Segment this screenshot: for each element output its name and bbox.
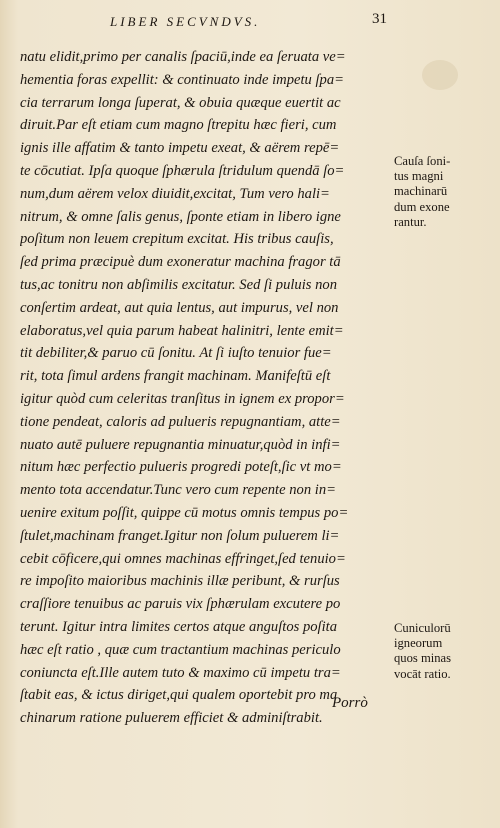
marginal-note-line: tus magni bbox=[394, 169, 444, 184]
text-line: ignis ille affatim & tanto impetu exeat, & aërem repē= bbox=[20, 140, 340, 157]
text-line: te cōcutiat. Ipſa quoque ſphærula ſtridulum quendā ſo= bbox=[20, 162, 345, 179]
catchword: Porrò bbox=[332, 695, 368, 711]
text-line: tione pendeat, caloris ad pulueris repugnantiam, atte= bbox=[20, 413, 341, 430]
text-line: elaboratus,vel quia parum habeat halinitri, lente emit= bbox=[20, 322, 344, 339]
marginal-note-line: quos minas bbox=[394, 651, 452, 666]
marginal-note-line: machinarū bbox=[394, 184, 448, 199]
text-line: nitrum, & omne ſalis genus, ſponte etiam in libero igne bbox=[20, 208, 341, 225]
text-line: mento tota accendatur.Tunc vero cum repente non in= bbox=[20, 482, 336, 499]
text-line: ſtabit eas, & ictus diriget,qui qualem oportebit pro ma bbox=[20, 687, 338, 704]
text-line: re impoſito maioribus machinis illæ peribunt, & rurſus bbox=[20, 573, 340, 590]
marginal-note-cause-of-noise bbox=[394, 154, 494, 230]
marginal-note-mines bbox=[394, 621, 494, 682]
text-line: terunt. Igitur intra limites certos atque anguſtos poſita bbox=[20, 618, 338, 635]
text-line: ſed prima præcipuè dum exoneratur machina fragor tā bbox=[20, 254, 341, 271]
marginal-note-line: dum exone bbox=[394, 199, 450, 214]
marginal-note-line: vocāt ratio. bbox=[394, 666, 451, 681]
text-line: cebit cōficere,qui omnes machinas effringet,ſed tenuio= bbox=[20, 550, 346, 567]
running-header bbox=[0, 6, 500, 34]
text-line: num,dum aërem velox diuidit,excitat, Tum vero hali= bbox=[20, 185, 330, 202]
text-line: nuato autē puluere repugnantia minuatur,quòd in infi= bbox=[20, 436, 341, 453]
marginal-note-line: Cauſa ſoni- bbox=[394, 154, 451, 168]
text-line: rit, tota ſimul ardens frangit machinam. Manifeſtū eſt bbox=[20, 368, 331, 385]
text-line: poſitum non leuem crepitum excitat. His tribus cauſis, bbox=[20, 231, 334, 248]
text-line: craſſiore tenuibus ac paruis vix ſphærulam excutere po bbox=[20, 596, 341, 613]
text-line: natu elidit,primo per canalis ſpaciū,inde ea ſeruata ve= bbox=[20, 49, 346, 65]
text-line: cia terrarum longa ſuperat, & obuia quæque euertit ac bbox=[20, 94, 341, 111]
text-line: chinarum ratione puluerem efficiet & adminiſtrabit. bbox=[20, 710, 323, 727]
text-line: uenire exitum poſſit, quippe cū motus omnis tempus po= bbox=[20, 504, 349, 521]
text-line: coniuncta eſt.Ille autem tuto & maximo cū impetu tra= bbox=[20, 664, 341, 681]
page-number: 31 bbox=[372, 11, 387, 27]
text-line: tus,ac tonitru non abſimilis excitatur. Sed ſi puluis non bbox=[20, 276, 338, 293]
text-line: igitur quòd cum celeritas tranſitus in ignem ex propor= bbox=[20, 390, 345, 407]
paper-stain bbox=[422, 60, 458, 90]
text-line: hementia foras expellit: & continuato inde impetu ſpa= bbox=[20, 71, 344, 88]
text-line: nitum hæc perfectio pulueris progredi poteſt,ſic vt mo= bbox=[20, 459, 342, 476]
text-line: diruit.Par eſt etiam cum magno ſtrepitu hæc fieri, cum bbox=[20, 117, 337, 134]
marginal-note-line: igneorum bbox=[394, 636, 443, 651]
marginal-note-line: rantur. bbox=[394, 214, 427, 229]
text-line: ſtulet,machinam franget.Igitur non ſolum puluerem li= bbox=[20, 527, 340, 544]
running-title: LIBER SECVNDVS. bbox=[110, 14, 261, 29]
text-line: conſertim ardeat, aut quia lentus, aut impurus, vel non bbox=[20, 299, 339, 316]
text-line: hæc eſt ratio , quæ cum tractantium machinas periculo bbox=[20, 641, 341, 658]
main-text-block bbox=[20, 46, 396, 730]
marginal-note-line: Cuniculorū bbox=[394, 621, 451, 635]
text-line: tit debiliter,& paruo cū ſonitu. At ſi iuſto tenuior fue= bbox=[20, 345, 332, 362]
